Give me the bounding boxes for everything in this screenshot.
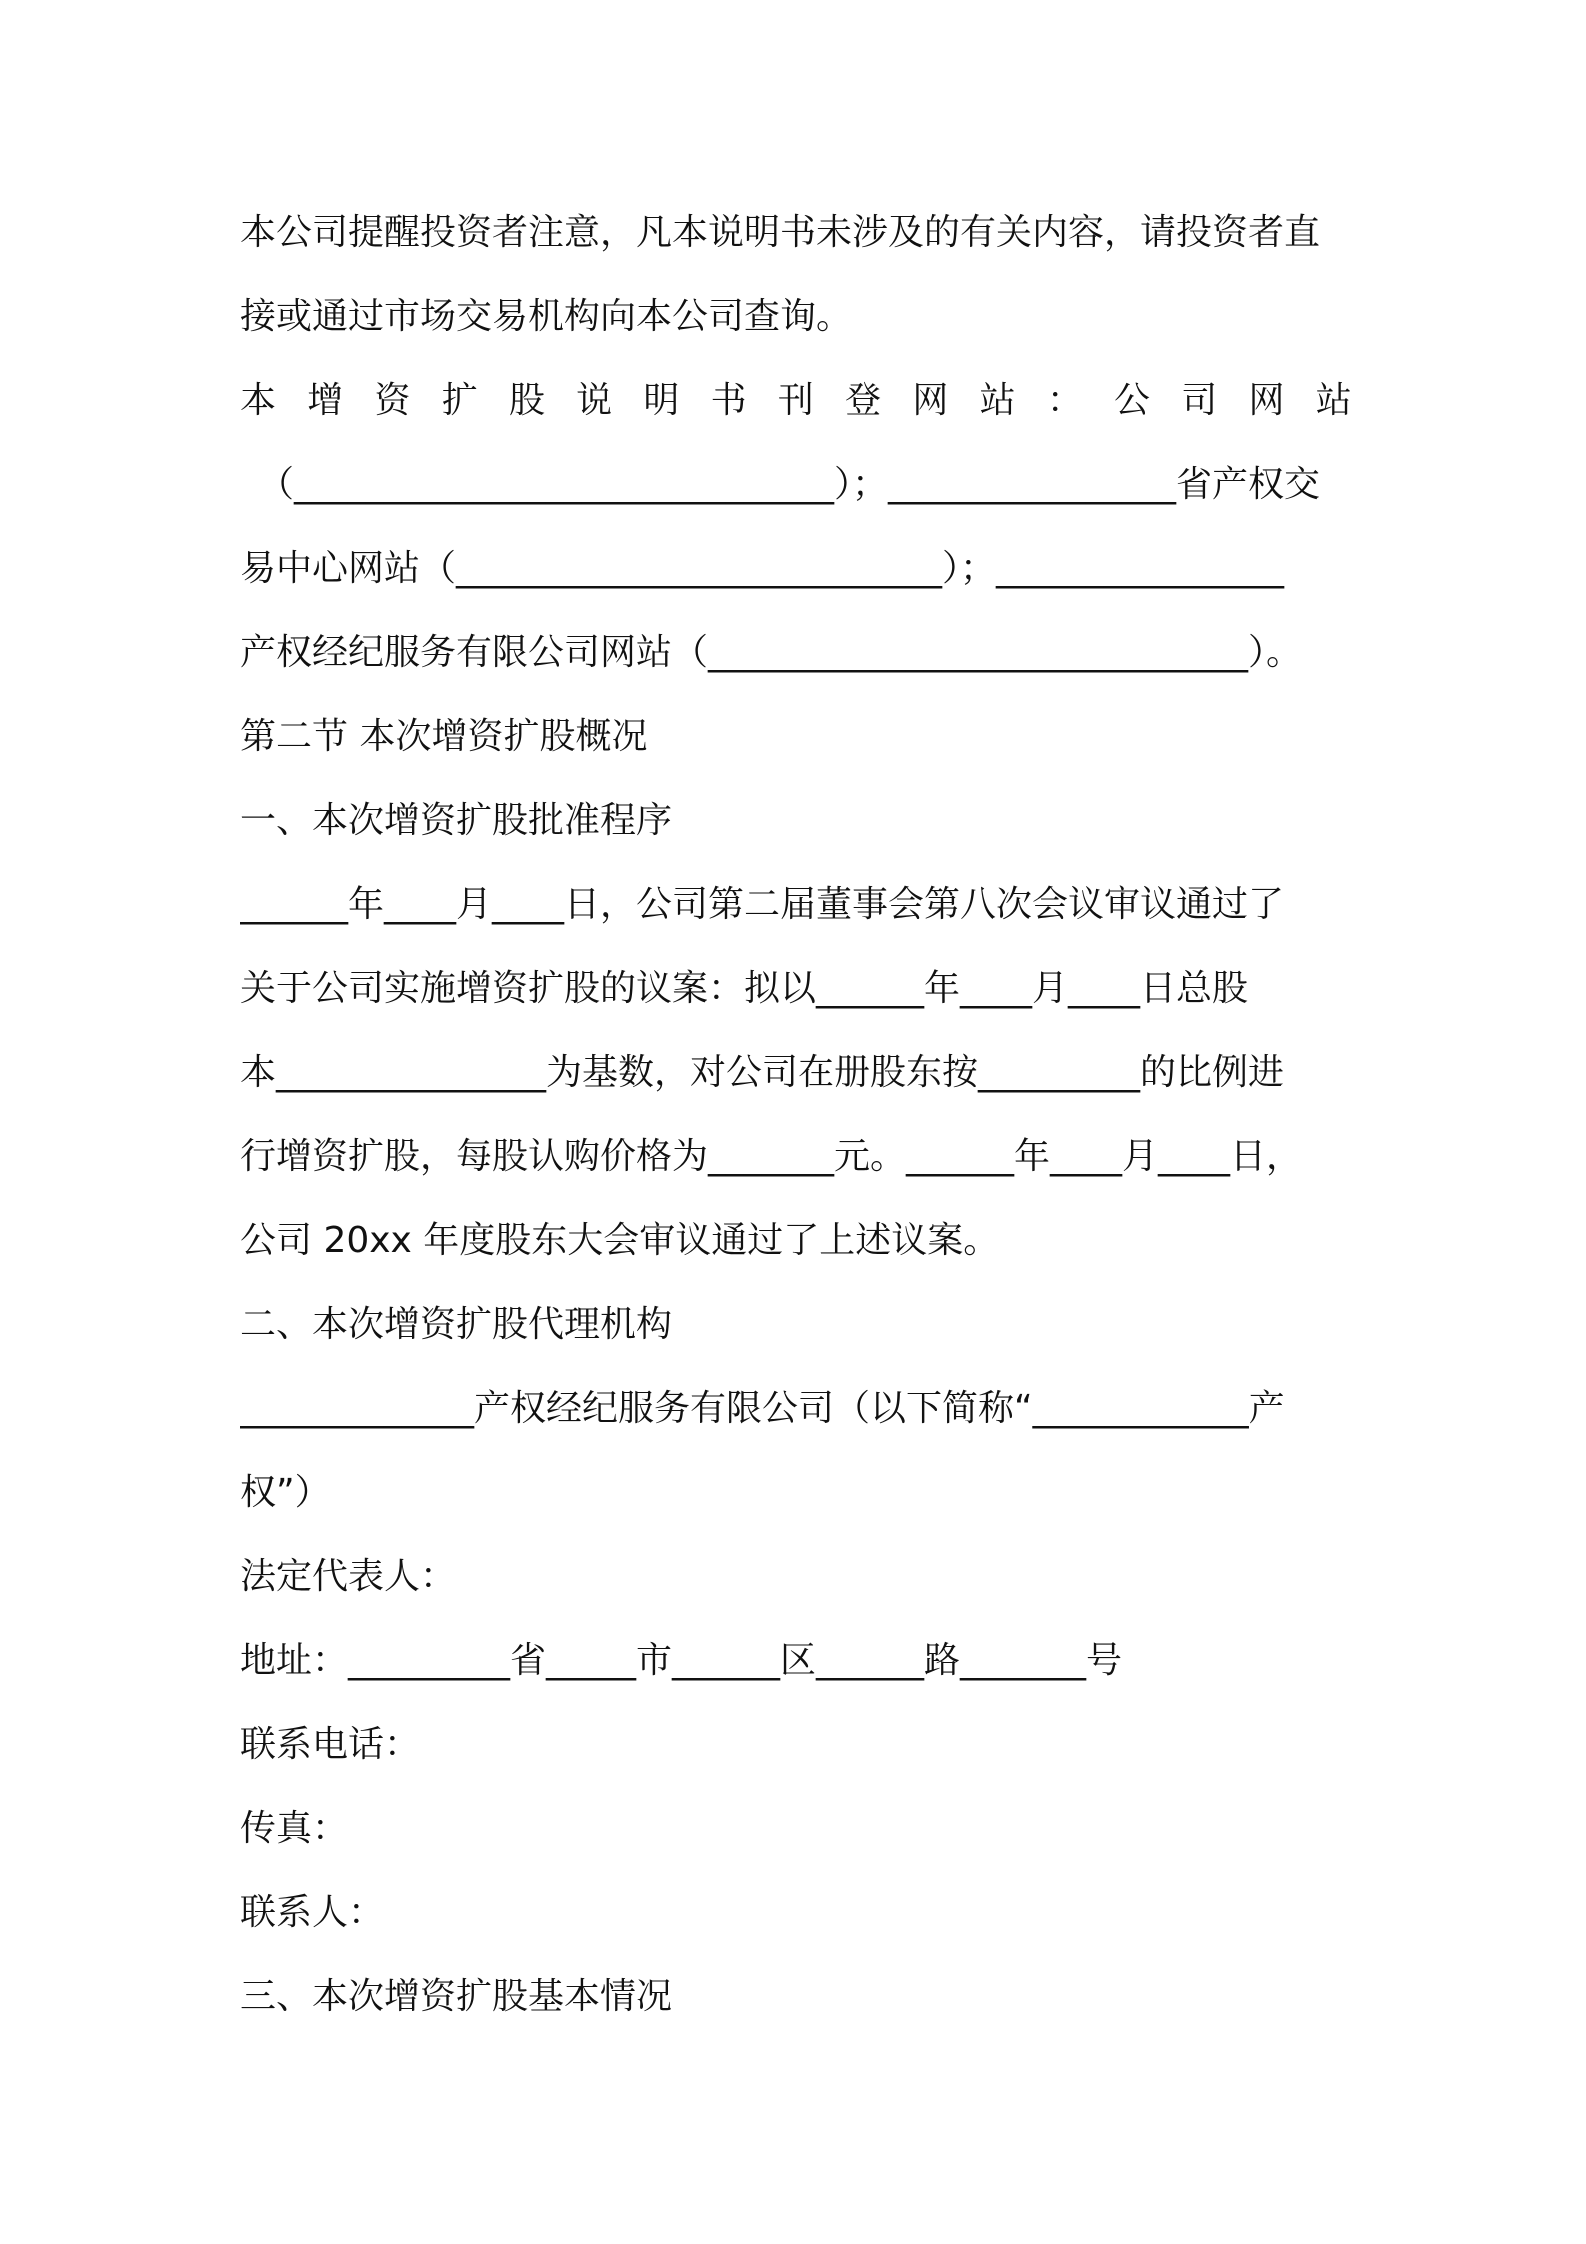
phone-label: 联系电话：: [240, 1724, 421, 1765]
paragraph-line: 本公司提醒投资者注意，凡本说明书未涉及的有关内容，请投资者直: [240, 212, 1321, 253]
spread-char: 站: [979, 380, 1016, 421]
spread-char: 站: [1315, 380, 1352, 421]
paragraph-line: ______年____月____日，公司第二届董事会第八次会议审议通过了: [240, 884, 1285, 925]
paragraph-line: 权”）: [240, 1472, 331, 1513]
paragraph-line: 关于公司实施增资扩股的议案：拟以______年____月____日总股: [240, 968, 1249, 1009]
legal-representative-label: 法定代表人：: [240, 1556, 457, 1597]
subsection-heading: 一、本次增资扩股批准程序: [240, 800, 673, 841]
subsection-heading: 三、本次增资扩股基本情况: [240, 1976, 673, 2017]
paragraph-line: 易中心网站（___________________________）；________________: [240, 548, 1285, 589]
spread-char: 资: [374, 380, 411, 421]
paragraph-line: 产权经纪服务有限公司网站（______________________________）。: [240, 632, 1303, 673]
spread-char: 说: [576, 380, 613, 421]
spread-char: 本: [240, 380, 277, 421]
spread-char: ：: [1046, 380, 1083, 421]
document-body: [240, 191, 1352, 2039]
spread-char: 书: [710, 380, 747, 421]
paragraph-line: 接或通过市场交易机构向本公司查询。: [240, 296, 853, 337]
address-line: 地址：_________省_____市______区______路_______号: [240, 1640, 1123, 1681]
paragraph-line: （______________________________）；________________省产权交: [258, 464, 1320, 505]
contact-person-label: 联系人：: [240, 1892, 385, 1933]
fax-label: 传真：: [240, 1808, 349, 1849]
paragraph-line: 本_______________为基数，对公司在册股东按_________的比例进: [240, 1052, 1285, 1093]
spread-char: 公: [1114, 380, 1151, 421]
spread-char: 网: [912, 380, 949, 421]
website-heading-line: [240, 359, 1352, 443]
paragraph-line: _____________产权经纪服务有限公司（以下简称“____________产: [240, 1388, 1285, 1429]
section-heading: 第二节 本次增资扩股概况: [240, 716, 648, 757]
paragraph-line: 公司 20xx 年度股东大会审议通过了上述议案。: [240, 1220, 1000, 1261]
spread-char: 网: [1248, 380, 1285, 421]
spread-char: 明: [643, 380, 680, 421]
spread-char: 股: [508, 380, 545, 421]
subsection-heading: 二、本次增资扩股代理机构: [240, 1304, 673, 1345]
spread-char: 登: [845, 380, 882, 421]
paragraph-line: 行增资扩股，每股认购价格为_______元。______年____月____日，: [240, 1136, 1303, 1177]
spread-char: 扩: [441, 380, 478, 421]
spread-char: 增: [307, 380, 344, 421]
spread-char: 司: [1181, 380, 1218, 421]
spread-char: 刊: [777, 380, 814, 421]
